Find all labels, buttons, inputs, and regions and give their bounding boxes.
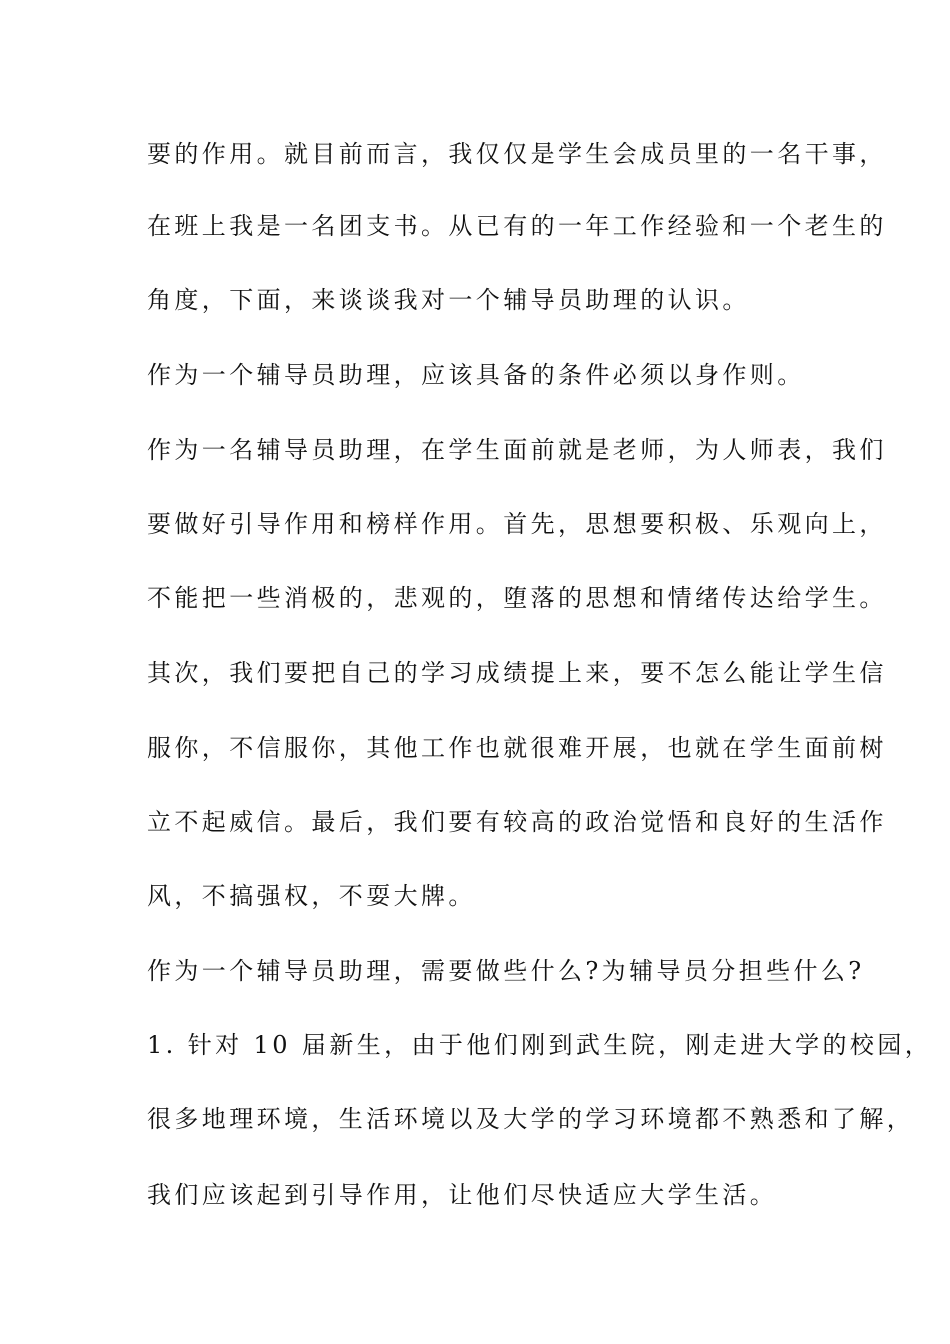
paragraph-line: 风，不搞强权，不耍大牌。: [147, 882, 476, 910]
paragraph-line: 作为一个辅导员助理，应该具备的条件必须以身作则。: [147, 361, 805, 389]
paragraph-line: 1. 针对 10 届新生，由于他们刚到武生院，刚走进大学的校园，: [147, 1031, 933, 1059]
paragraph-line: 角度，下面，来谈谈我对一个辅导员助理的认识。: [147, 286, 750, 314]
paragraph-line: 很多地理环境，生活环境以及大学的学习环境都不熟悉和了解，: [147, 1105, 915, 1133]
paragraph-line: 不能把一些消极的，悲观的，堕落的思想和情绪传达给学生。: [147, 584, 887, 612]
paragraph-line: 在班上我是一名团支书。从已有的一年工作经验和一个老生的: [147, 212, 887, 240]
paragraph-line: 要做好引导作用和榜样作用。首先，思想要积极、乐观向上，: [147, 510, 887, 538]
paragraph-line: 其次，我们要把自己的学习成绩提上来，要不怎么能让学生信: [147, 659, 887, 687]
paragraph-line: 服你，不信服你，其他工作也就很难开展，也就在学生面前树: [147, 734, 887, 762]
paragraph-line: 要的作用。就目前而言，我仅仅是学生会成员里的一名干事，: [147, 140, 887, 168]
paragraph-line: 我们应该起到引导作用，让他们尽快适应大学生活。: [147, 1181, 778, 1209]
paragraph-line: 立不起威信。最后，我们要有较高的政治觉悟和良好的生活作: [147, 808, 887, 836]
paragraph-line: 作为一名辅导员助理，在学生面前就是老师，为人师表，我们: [147, 436, 887, 464]
paragraph-line: 作为一个辅导员助理，需要做些什么?为辅导员分担些什么?: [147, 957, 865, 985]
